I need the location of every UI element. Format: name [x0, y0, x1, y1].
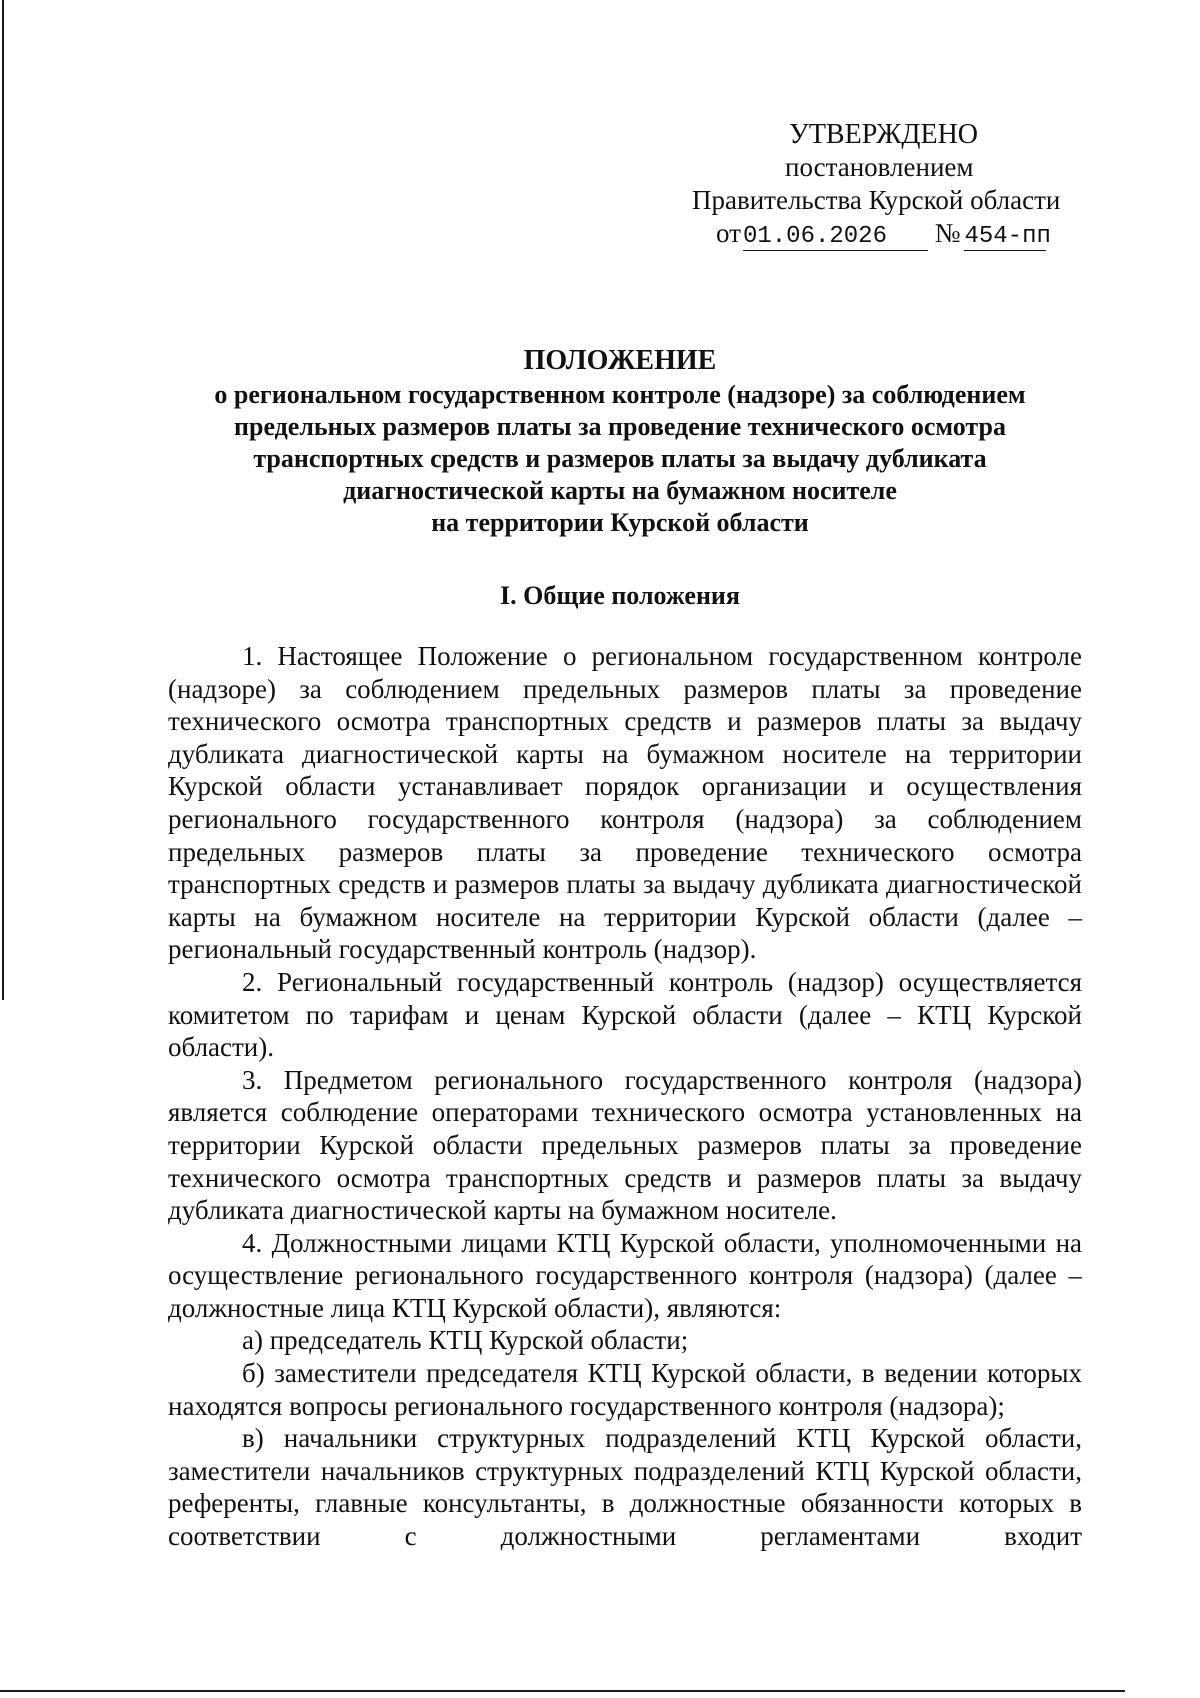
document-body: [168, 640, 1082, 1553]
subtitle-line: диагностической карты на бумажном носителе: [343, 476, 897, 505]
resolution-number: 454-пп: [964, 223, 1051, 250]
document-title-block: [160, 345, 1080, 539]
subtitle-line: о региональном государственном контроле (надзоре) за соблюдением: [214, 380, 1026, 409]
date-prefix: от: [716, 218, 741, 248]
subtitle-line: предельных размеров платы за проведение технического осмотра: [234, 412, 1006, 441]
date-number-line: [716, 217, 1100, 251]
paragraph-2: 2. Региональный государственный контроль (надзор) осуществляется комитетом по тарифам и ценам Курской области (далее – КТЦ Курской области).: [168, 966, 1082, 1063]
government-label: Правительства Курской области: [692, 185, 1061, 215]
paragraph-1: 1. Настоящее Положение о региональном государственном контроле (надзоре) за соблюдением предельных размеров платы за проведение технического осмотра транспортных средств и размеров платы за выдачу дубликата диагностической карты на бумажном носителе на территории Курской области устанавливает порядок организации и осуществления регионального государственного контроля (надзора) за соблюдением предельных размеров платы за проведение технического осмотра транспортных средств и размеров платы за выдачу дубликата диагностической карты на бумажном носителе на территории Курской области (далее – региональный государственный контроль (надзор).: [168, 641, 1082, 965]
paragraph-3: 3. Предметом регионального государственного контроля (надзора) является соблюдение операторами технического осмотра установленных на территории Курской области предельных размеров платы за проведение технического осмотра транспортных средств и размеров платы за выдачу дубликата диагностической карты на бумажном носителе.: [168, 1064, 1082, 1226]
scan-edge-bottom: [0, 1690, 1125, 1692]
paragraph-4b: б) заместители председателя КТЦ Курской области, в ведении которых находятся вопросы регионального государственного контроля (надзора);: [168, 1358, 1082, 1421]
scan-edge-left: [2, 0, 4, 1000]
document-title: ПОЛОЖЕНИЕ: [523, 345, 717, 376]
subtitle-line: на территории Курской области: [431, 508, 809, 537]
subtitle-line: транспортных средств и размеров платы за выдачу дубликата: [253, 444, 987, 473]
number-prefix: №: [934, 218, 961, 248]
section-heading: I. Общие положения: [500, 581, 740, 610]
paragraph-4: 4. Должностными лицами КТЦ Курской области, уполномоченными на осуществление регионального государственного контроля (надзора) (далее – должностные лица КТЦ Курской области), являются:: [168, 1227, 1082, 1323]
paragraph-4v: в) начальники структурных подразделений КТЦ Курской области, заместители начальников структурных подразделений КТЦ Курской области, референты, главные консультанты, в должностные обязанности которых в соответствии с должностными регламентами входит: [168, 1423, 1082, 1552]
resolution-label: постановлением: [785, 152, 974, 182]
paragraph-4a: а) председатель КТЦ Курской области;: [242, 1325, 689, 1356]
approval-stamp-block: [680, 118, 1100, 251]
approved-label: УТВЕРЖДЕНО: [789, 119, 979, 150]
resolution-date: 01.06.2026: [743, 224, 928, 251]
